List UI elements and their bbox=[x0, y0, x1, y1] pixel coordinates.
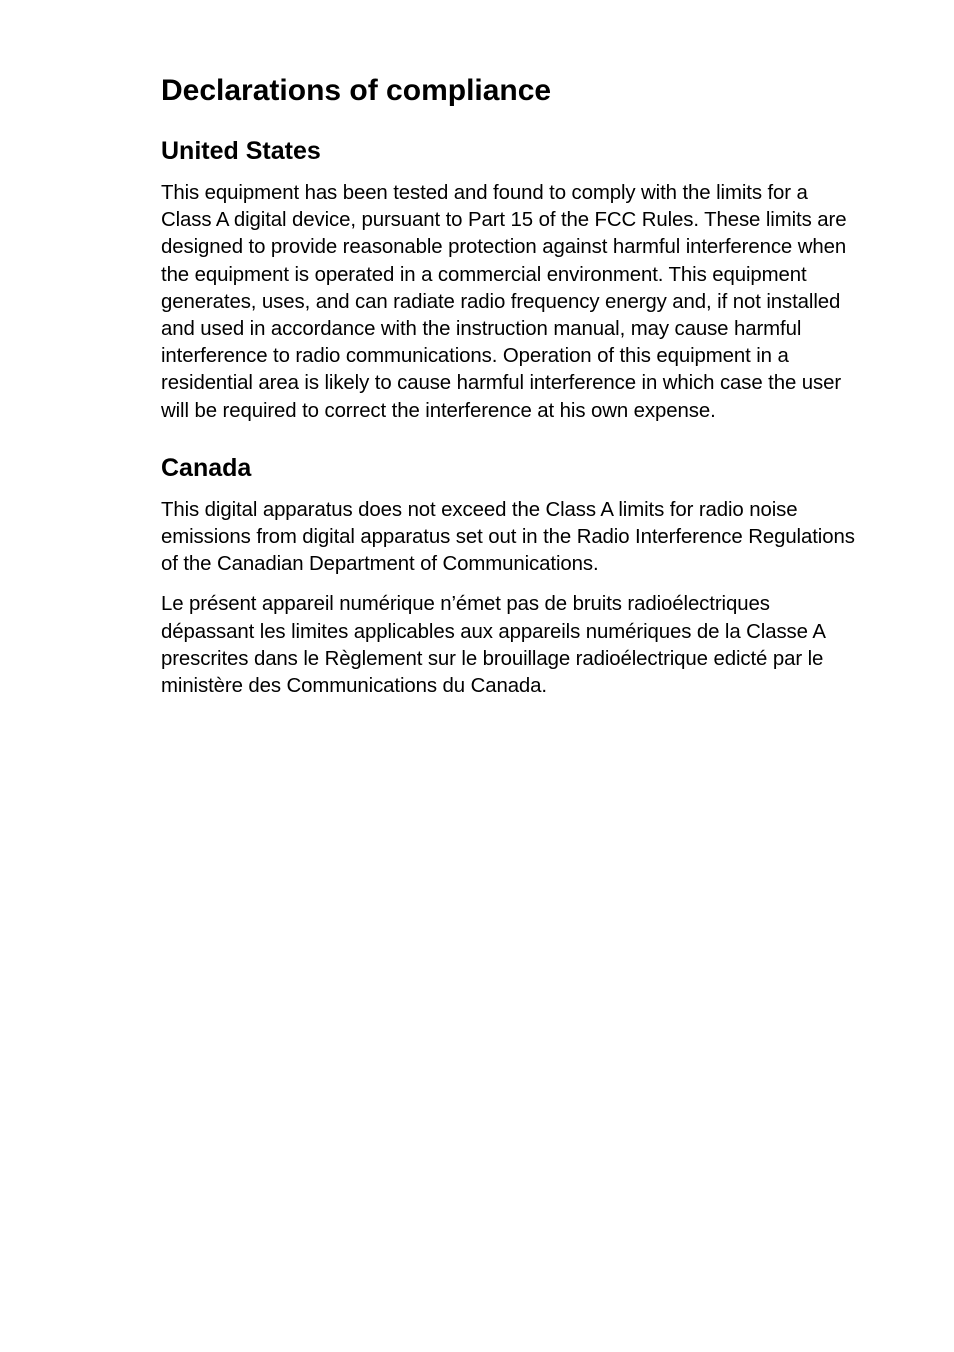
section-canada bbox=[161, 453, 861, 700]
paragraph-canada-english: This digital apparatus does not exceed the Class A limits for radio noise emissions from digital apparatus set out in the Radio Interference Regulations of the Canadian Department of Communications. bbox=[161, 498, 855, 576]
paragraph-canada-french: Le présent appareil numérique n’émet pas de bruits radioélectriques dépassant les limites applicables aux appareils numériques de la Classe A prescrites dans le Règlement sur le brouillage radioélectrique edicté par le ministère des Communications du Canada. bbox=[161, 593, 825, 698]
document-page bbox=[161, 72, 861, 713]
section-heading-united-states: United States bbox=[161, 137, 321, 165]
page-title: Declarations of compliance bbox=[161, 74, 552, 107]
section-heading-canada: Canada bbox=[161, 453, 252, 482]
section-united-states bbox=[161, 136, 861, 425]
paragraph-united-states-fcc: This equipment has been tested and found to comply with the limits for a Class A digital device, pursuant to Part 15 of the FCC Rules. These limits are designed to provide reasonable protection against harmful interference when the equipment is operated in a commercial environment. This equipment generates, uses, and can radiate radio frequency energy and, if not installed and used in accordance with the instruction manual, may cause harmful interference to radio communications. Operation of this equipment in a residential area is likely to cause harmful interference in which case the user will be required to correct the interference at his own expense. bbox=[161, 182, 847, 422]
